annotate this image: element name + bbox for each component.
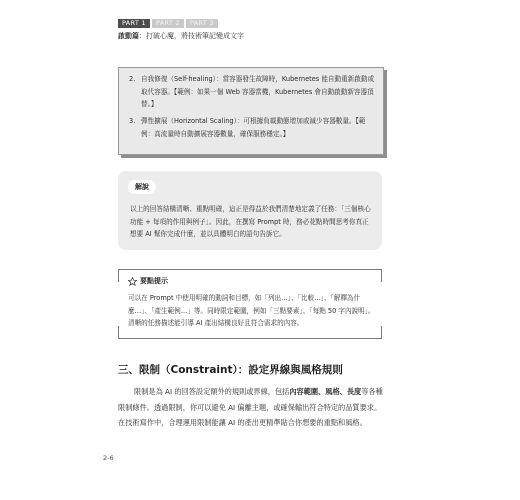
list-item-text: 自我修復（Self-healing）：當容器發生故障時，Kubernetes 能自動重新啟動或取代容器。【範例：如果一個 Web 容器當機，Kubernetes 會自動啟動新容器頂替。】 xyxy=(141,75,375,108)
tip-title: 要點提示 xyxy=(140,277,168,285)
section-heading: 三、限制（Constraint）：設定界線與風格規則 xyxy=(118,364,343,376)
explanation-box xyxy=(118,171,382,250)
part-tag-3: PART 3 xyxy=(186,19,218,28)
section-body-post: 等各種限制條件。透過限制，你可以避免 AI 偏離主題，或確保輸出符合特定的品質要求。在技術寫作中，合理運用限制能讓 AI 的產出更精準貼合你想要的重點和風格。 xyxy=(118,387,383,427)
list-item-number: 2. xyxy=(129,75,136,83)
page-number: 2-6 xyxy=(103,454,114,462)
list-item-text: 彈性擴展（Horizontal Scaling）：可根據負載動態增加或減少容器數量。【範例：高流量時自動擴展容器數量，確保服務穩定。】 xyxy=(141,117,366,138)
tip-box xyxy=(118,269,382,339)
section-body-bold: 內容範圍、風格、長度 xyxy=(289,387,362,396)
chapter-subtitle-rest: ：打破心魔，將技術筆記變成文字 xyxy=(139,32,244,40)
star-icon xyxy=(128,277,137,286)
part-tag-2: PART 2 xyxy=(152,19,184,28)
list-item-number: 3. xyxy=(129,117,136,125)
section-paragraph xyxy=(118,384,384,431)
response-quote-box xyxy=(118,67,384,155)
chapter-subtitle xyxy=(118,31,244,41)
tip-body: 可以在 Prompt 中使用明確的動詞和目標，如「列出…」、「比較…」、「解釋為什麼…」、「產生範例…」等。同時限定範圍，例如「三點要素」、「每點 50 字內說明」。清晰的任務描述能引導 AI 產出結構良好且符合需求的內容。 xyxy=(128,294,375,327)
part-tag-1: PART 1 xyxy=(118,19,150,28)
explanation-label: 解說 xyxy=(128,180,156,194)
explanation-body: 以上的回答結構清晰、重點明確，這正是得益於我們清楚地定義了任務：「三個核心功能 + 每項的作用與例子」。因此，在撰寫 Prompt 時，務必花點時間思考你真正想要 AI 幫你完成什麼，並以具體明白的語句告訴它。 xyxy=(130,205,371,238)
header-part-tags xyxy=(118,19,218,28)
section-body-pre: 限制是為 AI 的回答設定額外的規則或界線，包括 xyxy=(134,387,290,396)
tip-header xyxy=(128,276,168,286)
chapter-subtitle-bold: 啟動篇 xyxy=(118,32,139,40)
